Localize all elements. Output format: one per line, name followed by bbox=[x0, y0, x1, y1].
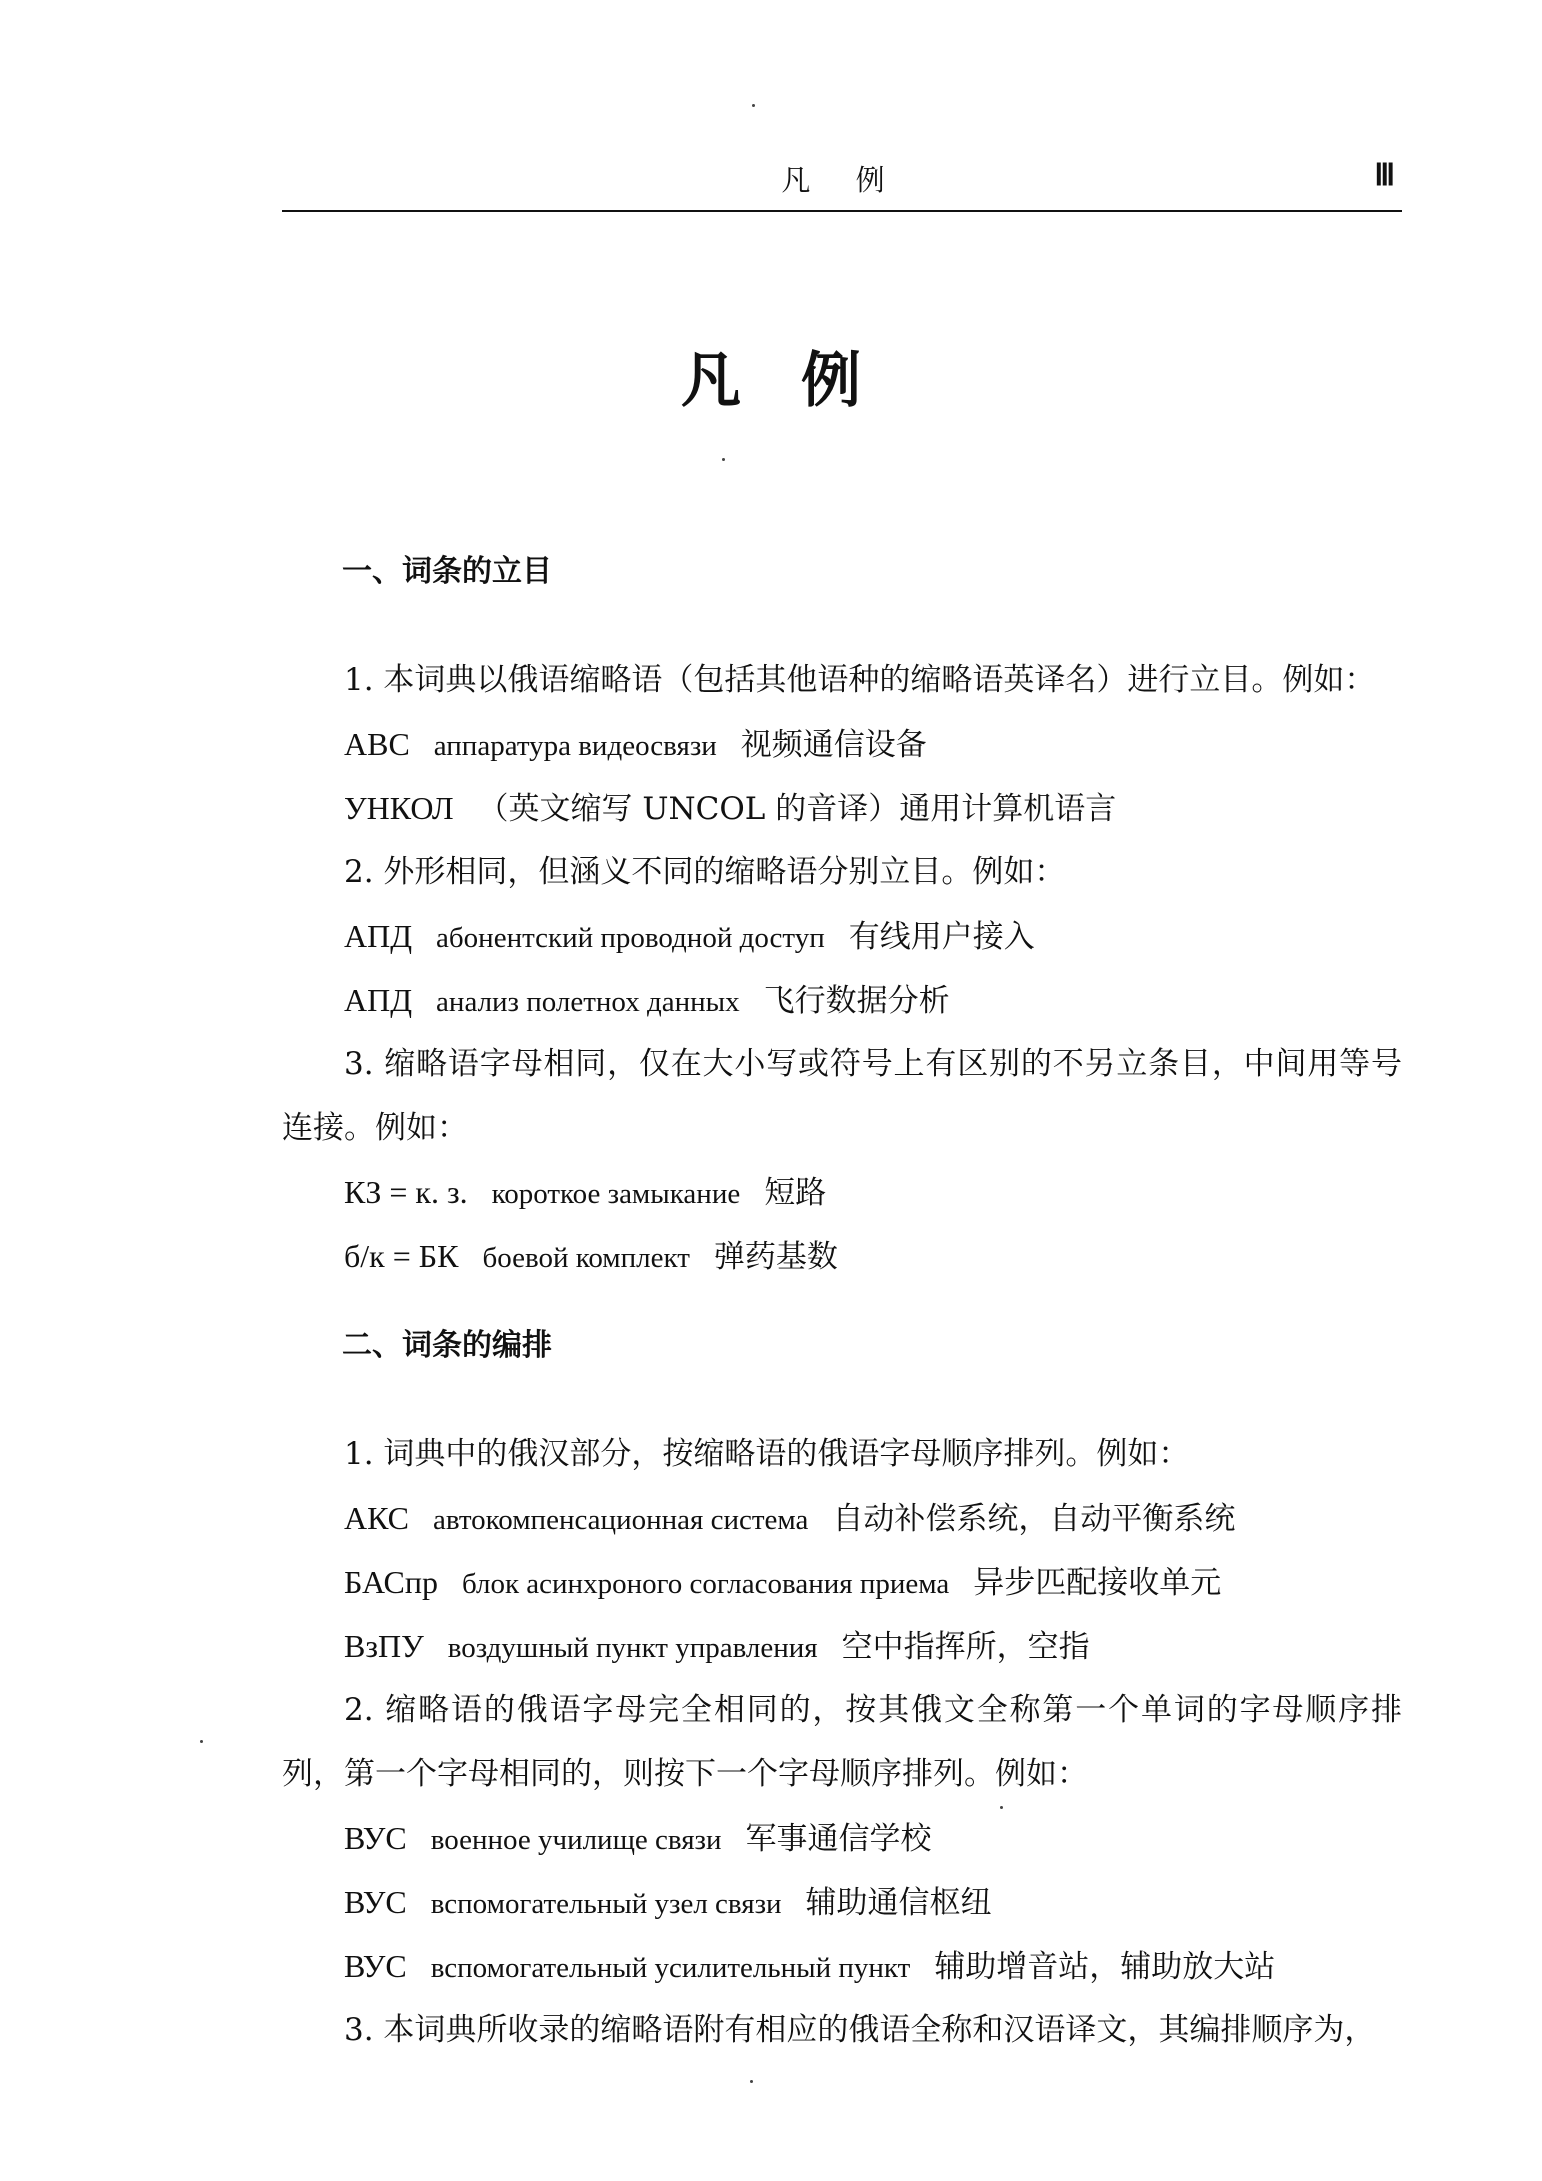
example-line bbox=[344, 1614, 1402, 1678]
chinese-translation: 军事通信学校 bbox=[745, 1821, 932, 1857]
header-rule bbox=[282, 210, 1402, 212]
chinese-translation: 飞行数据分析 bbox=[763, 983, 950, 1019]
running-title: 凡 例 bbox=[781, 163, 903, 197]
abbreviation: ВзПУ bbox=[344, 1628, 424, 1664]
abbreviation: б/к = БК bbox=[344, 1238, 459, 1274]
chinese-translation: 辅助通信枢纽 bbox=[805, 1885, 992, 1921]
russian-term: аппаратура видеосвязи bbox=[433, 730, 717, 762]
abbreviation: АПД bbox=[344, 982, 413, 1018]
page-number: Ⅲ bbox=[1374, 159, 1396, 192]
example-line bbox=[344, 1224, 1402, 1288]
paragraph: 3. 缩略语字母相同，仅在大小写或符号上有区别的不另立条目，中间用等号连接。例如： bbox=[282, 1046, 1402, 1146]
chinese-translation: （英文缩写 UNCOL 的音译）通用计算机语言 bbox=[477, 791, 1117, 827]
russian-term: анализ полетнох данных bbox=[436, 986, 740, 1018]
paragraph: 3. 本词典所收录的缩略语附有相应的俄语全称和汉语译文，其编排顺序为， bbox=[344, 2012, 1376, 2048]
chinese-translation: 自动补偿系统，自动平衡系统 bbox=[832, 1501, 1236, 1537]
example-line bbox=[344, 1550, 1402, 1614]
scan-speck bbox=[200, 1740, 203, 1743]
russian-term: автокомпенсационная система bbox=[433, 1504, 809, 1536]
russian-term: военное училище связи bbox=[430, 1824, 722, 1856]
russian-term: абонентский проводной доступ bbox=[436, 922, 825, 954]
russian-term: воздушный пункт управления bbox=[447, 1632, 818, 1664]
paragraph: 1. 本词典以俄语缩略语（包括其他语种的缩略语英译名）进行立目。例如： bbox=[344, 662, 1376, 698]
russian-term: боевой комплект bbox=[482, 1242, 690, 1274]
abbreviation: КЗ = к. з. bbox=[344, 1174, 468, 1210]
running-header bbox=[282, 158, 1402, 208]
paragraph: 2. 外形相同，但涵义不同的缩略语分别立目。例如： bbox=[344, 854, 1066, 890]
scan-speck bbox=[750, 2080, 753, 2083]
abbreviation: УНКОЛ bbox=[344, 790, 454, 826]
abbreviation: АВС bbox=[344, 726, 410, 762]
scan-speck bbox=[722, 458, 725, 461]
scan-speck bbox=[752, 104, 755, 107]
chinese-translation: 短路 bbox=[764, 1175, 827, 1211]
abbreviation: БАСпр bbox=[344, 1564, 438, 1600]
example-line bbox=[344, 1160, 1402, 1224]
russian-term: блок асинхроного согласования приема bbox=[461, 1568, 950, 1600]
paragraph: 2. 缩略语的俄语字母完全相同的，按其俄文全称第一个单词的字母顺序排列，第一个字母相同的，则按下一个字母顺序排列。例如： bbox=[282, 1692, 1402, 1792]
chinese-translation: 视频通信设备 bbox=[740, 727, 927, 763]
chinese-translation: 有线用户接入 bbox=[848, 919, 1035, 955]
chinese-translation: 辅助增音站，辅助放大站 bbox=[934, 1949, 1276, 1985]
chinese-translation: 异步匹配接收单元 bbox=[973, 1565, 1222, 1601]
example-line bbox=[344, 1486, 1402, 1550]
abbreviation: АПД bbox=[344, 918, 413, 954]
example-line bbox=[344, 1806, 1402, 1870]
abbreviation: ВУС bbox=[344, 1820, 407, 1856]
abbreviation: АКС bbox=[344, 1500, 409, 1536]
example-line bbox=[344, 712, 1402, 776]
scan-speck bbox=[1000, 1806, 1003, 1809]
section-heading: 二、词条的编排 bbox=[342, 1328, 552, 1363]
chinese-translation: 空中指挥所，空指 bbox=[841, 1629, 1090, 1665]
abbreviation: ВУС bbox=[344, 1884, 407, 1920]
example-line bbox=[344, 904, 1402, 968]
russian-term: вспомогательный узел связи bbox=[430, 1888, 782, 1920]
example-line bbox=[344, 968, 1402, 1032]
abbreviation: ВУС bbox=[344, 1948, 407, 1984]
page-title: 凡例 bbox=[681, 346, 921, 416]
russian-term: вспомогательный усилительный пункт bbox=[430, 1952, 911, 1984]
example-line bbox=[344, 776, 1402, 840]
body-text bbox=[282, 540, 1402, 2062]
section-heading: 一、词条的立目 bbox=[342, 554, 552, 589]
paragraph: 1. 词典中的俄汉部分，按缩略语的俄语字母顺序排列。例如： bbox=[344, 1436, 1190, 1472]
example-line bbox=[344, 1870, 1402, 1934]
russian-term: короткое замыкание bbox=[491, 1178, 741, 1210]
chinese-translation: 弹药基数 bbox=[713, 1239, 838, 1275]
example-line bbox=[344, 1934, 1402, 1998]
